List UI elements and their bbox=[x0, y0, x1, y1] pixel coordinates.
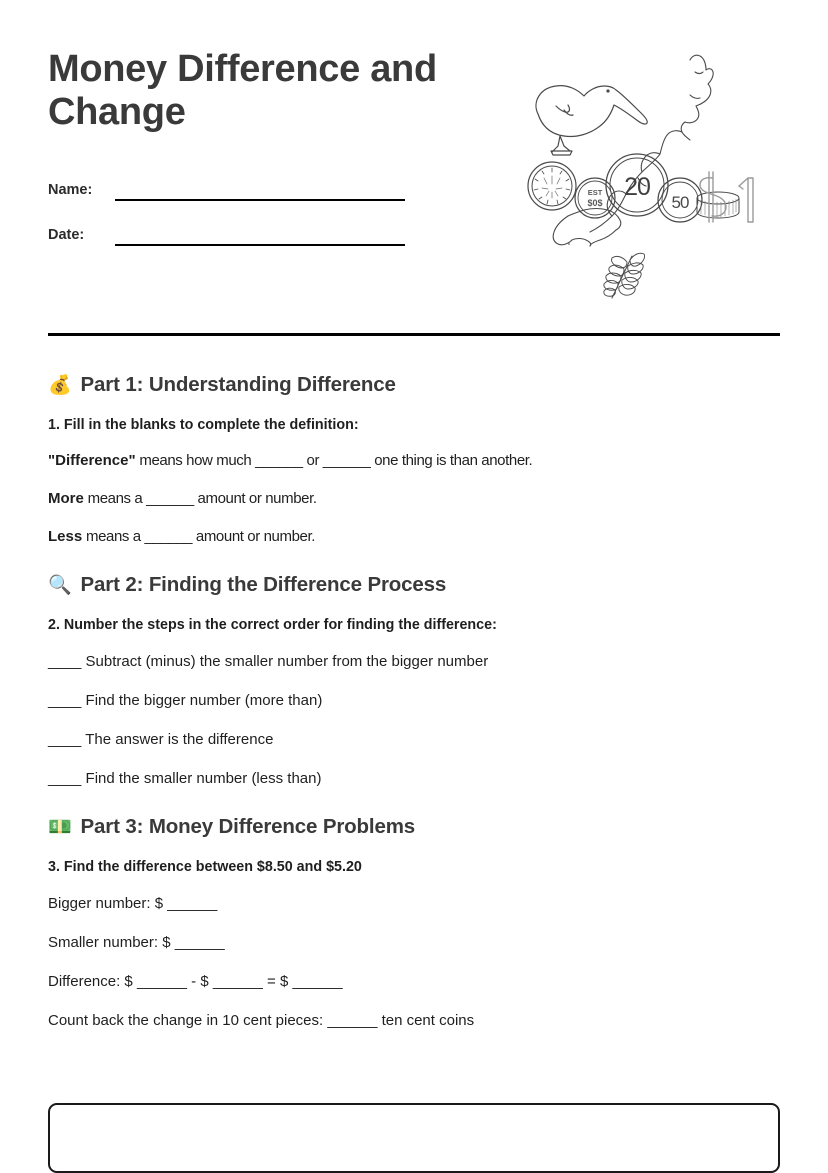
part-1-heading bbox=[48, 373, 780, 397]
svg-text:20: 20 bbox=[624, 173, 650, 201]
date-field-input-line[interactable] bbox=[115, 244, 405, 246]
name-field-label: Name: bbox=[48, 181, 93, 198]
part-2-step-2[interactable]: ____ Find the bigger number (more than) bbox=[48, 692, 323, 709]
student-info-fields bbox=[48, 161, 468, 246]
banknote-emoji: 💵 bbox=[48, 816, 72, 838]
part-3-difference-equation[interactable]: Difference: $ ______ - $ ______ = $ ______ bbox=[48, 972, 343, 990]
svg-text:EST: EST bbox=[587, 188, 603, 197]
silver-fern-icon bbox=[604, 253, 645, 298]
section-part-1 bbox=[48, 373, 780, 546]
svg-text:$0$: $0$ bbox=[587, 198, 603, 208]
money-bag-emoji: 💰 bbox=[48, 374, 72, 396]
name-field-input-line[interactable] bbox=[115, 199, 405, 201]
worksheet-header bbox=[0, 0, 828, 330]
date-field-row bbox=[48, 206, 468, 246]
page-title: Money Difference and Change bbox=[48, 48, 437, 134]
part-3-count-back-change[interactable]: Count back the change in 10 cent pieces: ______ ten cent coins bbox=[48, 1011, 475, 1029]
part-1-prompt: 1. Fill in the blanks to complete the definition: bbox=[48, 417, 359, 433]
svg-text:50: 50 bbox=[671, 193, 689, 212]
part-1-heading-text: Part 1: Understanding Difference bbox=[80, 373, 396, 396]
part-3-prompt: 3. Find the difference between $8.50 and $5.20 bbox=[48, 859, 362, 876]
part-2-heading-text: Part 2: Finding the Difference Process bbox=[80, 573, 447, 597]
name-field-row bbox=[48, 161, 468, 201]
part-3-bigger-number[interactable]: Bigger number: $ ______ bbox=[48, 895, 218, 913]
part-1-line-3-rest: means a ______ amount or number. bbox=[82, 527, 315, 545]
part-3-smaller-number[interactable]: Smaller number: $ ______ bbox=[48, 934, 225, 951]
new-zealand-map-icon bbox=[587, 55, 713, 232]
new-zealand-money-illustration bbox=[520, 48, 790, 303]
part-1-line-2 bbox=[48, 490, 780, 509]
part-1-line-1 bbox=[48, 452, 780, 471]
part-2-step-3[interactable]: ____ The answer is the difference bbox=[48, 730, 274, 748]
section-part-3 bbox=[48, 815, 780, 1030]
section-part-2 bbox=[48, 573, 780, 788]
part-1-line-3 bbox=[48, 528, 780, 547]
island-outline-icon bbox=[553, 209, 621, 247]
part-2-heading bbox=[48, 573, 780, 597]
part-2-step-4[interactable]: ____ Find the smaller number (less than) bbox=[48, 769, 322, 787]
part-2-prompt: 2. Number the steps in the correct order for finding the difference: bbox=[48, 617, 497, 634]
coin-cluster-icon bbox=[528, 154, 739, 222]
magnifying-glass-emoji: 🔍 bbox=[48, 574, 72, 596]
part-1-line-1-bold: "Difference" bbox=[48, 452, 136, 469]
part-2-step-1[interactable]: ____ Subtract (minus) the smaller number from the bigger number bbox=[48, 653, 489, 671]
date-field-label: Date: bbox=[48, 226, 85, 243]
dollar-one-text bbox=[700, 172, 753, 222]
part-3-heading-text: Part 3: Money Difference Problems bbox=[80, 815, 416, 839]
answer-workspace-box[interactable] bbox=[48, 1103, 780, 1173]
kiwi-bird-icon bbox=[536, 86, 647, 155]
part-1-line-3-bold: Less bbox=[48, 527, 83, 545]
worksheet-body bbox=[0, 348, 828, 1030]
header-divider-rule bbox=[48, 333, 780, 336]
part-1-line-2-rest: means a ______ amount or number. bbox=[83, 489, 317, 507]
part-1-line-1-rest: means how much ______ or ______ one thing is than another. bbox=[135, 452, 533, 469]
part-3-heading bbox=[48, 815, 780, 839]
part-1-line-2-bold: More bbox=[48, 489, 84, 507]
